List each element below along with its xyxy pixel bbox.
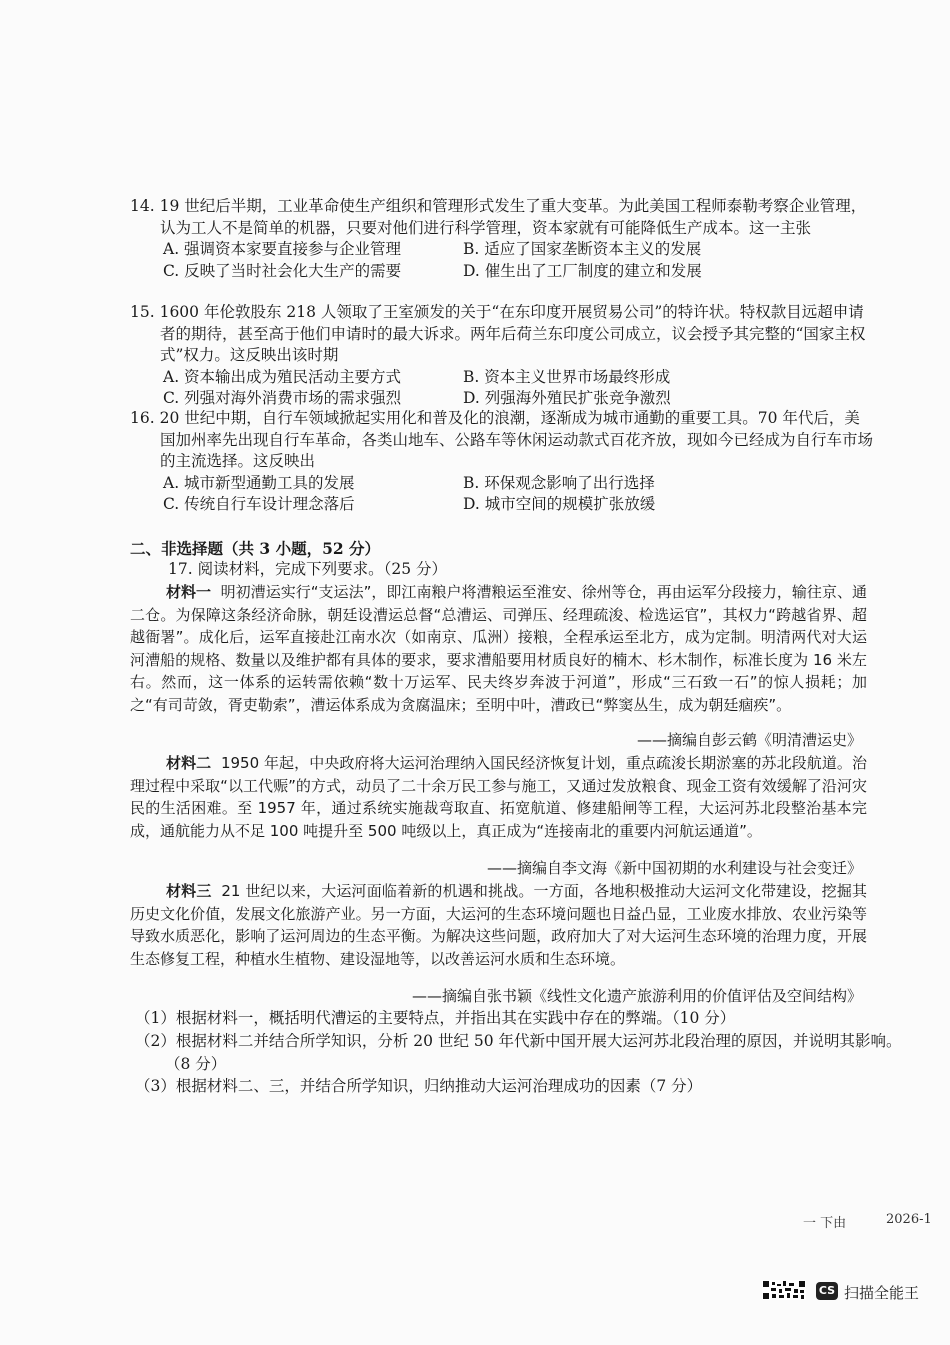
option-b: B. 资本主义世界市场最终形成 bbox=[463, 367, 671, 386]
sub-question-1: （1）根据材料一，概括明代漕运的主要特点，并指出其在实践中存在的弊端。（10 分） bbox=[135, 1009, 736, 1027]
option-list bbox=[130, 239, 875, 282]
option-a: A. 资本输出成为殖民活动主要方式 bbox=[163, 367, 402, 386]
camscanner-logo-icon: CS bbox=[816, 1282, 838, 1300]
option-b: B. 环保观念影响了出行选择 bbox=[463, 473, 655, 492]
scanner-brand-text: 扫描全能王 bbox=[844, 1284, 920, 1302]
sub-question-2: （2）根据材料二并结合所学知识，分析 20 世纪 50 年代新中国开展大运河苏北段治理的原因，并说明其影响。（8 分） bbox=[135, 1032, 902, 1073]
material-text: 明初漕运实行“支运法”，即江南粮户将漕粮运至淮安、徐州等仓，再由运军分段接力，输往京、通二仓。为保障这条经济命脉，朝廷设漕运总督“总漕运、司弹压、经理疏浚、检选运官”，其权力“跨越省界、超越衙署”。成化后，运军直接赴江南水次（如南京、瓜洲）接粮，全程承运至北方，成为定制。明清两代对大运河漕船的规格、数量以及维护都有具体的要求，要求漕船要用材质良好的楠木、杉木制作，标准长度为 16 米左右。然而，这一体系的运转需依赖“数十万运军、民夫终岁奔波于河道”，形成“三石致一石”的惊人损耗；加之“有司苛敛，胥吏勒索”，漕运体系成为贪腐温床；至明中叶，漕政已“弊窦丛生，成为朝廷痼疾”。 bbox=[130, 583, 867, 714]
option-d: D. 催生出了工厂制度的建立和发展 bbox=[463, 261, 702, 280]
option-c: C. 反映了当时社会化大生产的需要 bbox=[163, 261, 402, 280]
qr-code-icon bbox=[762, 1280, 806, 1300]
material-text: 1950 年起，中央政府将大运河治理纳入国民经济恢复计划，重点疏浚长期淤塞的苏北段航道。治理过程中采取“以工代赈”的方式，动员了二十余万民工参与施工，又通过发放粮食、现金工资有效缓解了沿河灾民的生活困难。至 1957 年，通过系统实施裁弯取直、拓宽航道、修建船闸等工程，大运河苏北段整治基本完成，通航能力从不足 100 吨提升至 500 吨级以上，真正成为“连接南北的重要内河航运通道”。 bbox=[130, 754, 867, 840]
option-a: A. 强调资本家要直接参与企业管理 bbox=[163, 240, 402, 258]
option-a: A. 城市新型通勤工具的发展 bbox=[163, 473, 355, 492]
option-b: B. 适应了国家垄断资本主义的发展 bbox=[463, 240, 702, 258]
material-two-source: ——摘编自李文海《新中国初期的水利建设与社会变迁》 bbox=[486, 859, 862, 877]
question-stem: 14. 19 世纪后半期，工业革命使生产组织和管理形式发生了重大变革。为此美国工程师泰勒考察企业管理，认为工人不是简单的机器，只要对他们进行科学管理，资本家就有可能降低生产成本。这一主张 bbox=[130, 197, 867, 237]
material-label: 材料一 bbox=[166, 583, 212, 601]
question-15 bbox=[130, 302, 875, 410]
option-d: D. 城市空间的规模扩张放缓 bbox=[463, 495, 656, 513]
footer-left-text: 一 下由 bbox=[803, 1216, 847, 1231]
material-label: 材料二 bbox=[166, 754, 212, 772]
option-c: C. 传统自行车设计理念落后 bbox=[163, 495, 355, 513]
question-stem: 16. 20 世纪中期，自行车领域掀起实用化和普及化的浪潮，逐渐成为城市通勤的重要工具。70 年代后，美国加州率先出现自行车革命，各类山地车、公路车等休闲运动款式百花齐放，现如今已经成为自行车市场的主流选择。这反映出 bbox=[130, 409, 874, 470]
section-title: 二、非选择题（共 3 小题，52 分） bbox=[130, 539, 381, 558]
question-14 bbox=[130, 196, 875, 282]
material-three-source: ——摘编自张书颖《线性文化遗产旅游利用的价值评估及空间结构》 bbox=[411, 987, 862, 1005]
material-one-source: ——摘编自彭云鹤《明清漕运史》 bbox=[636, 731, 862, 749]
question-stem: 15. 1600 年伦敦股东 218 人领取了王室颁发的关于“在东印度开展贸易公司”的特许状。特权款目远超申请者的期待，甚至高于他们申请时的最大诉求。两年后荷兰东印度公司成立，议会授予其完整的“国家主权式”权力。这反映出该时期 bbox=[130, 303, 866, 364]
material-two bbox=[130, 752, 867, 842]
material-one bbox=[130, 581, 867, 717]
footer-date: 2026-1 bbox=[886, 1212, 932, 1227]
question-16 bbox=[130, 408, 875, 516]
option-list bbox=[130, 473, 875, 516]
option-d: D. 列强海外殖民扩张竞争激烈 bbox=[463, 389, 671, 407]
sub-question-3: （3）根据材料二、三，并结合所学知识，归纳推动大运河治理成功的因素（7 分） bbox=[135, 1077, 703, 1095]
option-c: C. 列强对海外消费市场的需求强烈 bbox=[163, 389, 402, 407]
material-label: 材料三 bbox=[166, 882, 212, 900]
question-17-intro: 17. 阅读材料，完成下列要求。（25 分） bbox=[168, 560, 447, 578]
material-three bbox=[130, 880, 867, 970]
material-text: 21 世纪以来，大运河面临着新的机遇和挑战。一方面，各地积极推动大运河文化带建设，挖掘其历史文化价值，发展文化旅游产业。另一方面，大运河的生态环境问题也日益凸显，工业废水排放、农业污染等导致水质恶化，影响了运河周边的生态平衡。为解决这些问题，政府加大了对大运河生态环境的治理力度，开展生态修复工程，种植水生植物、建设湿地等，以改善运河水质和生态环境。 bbox=[130, 882, 867, 968]
option-list bbox=[130, 367, 875, 410]
